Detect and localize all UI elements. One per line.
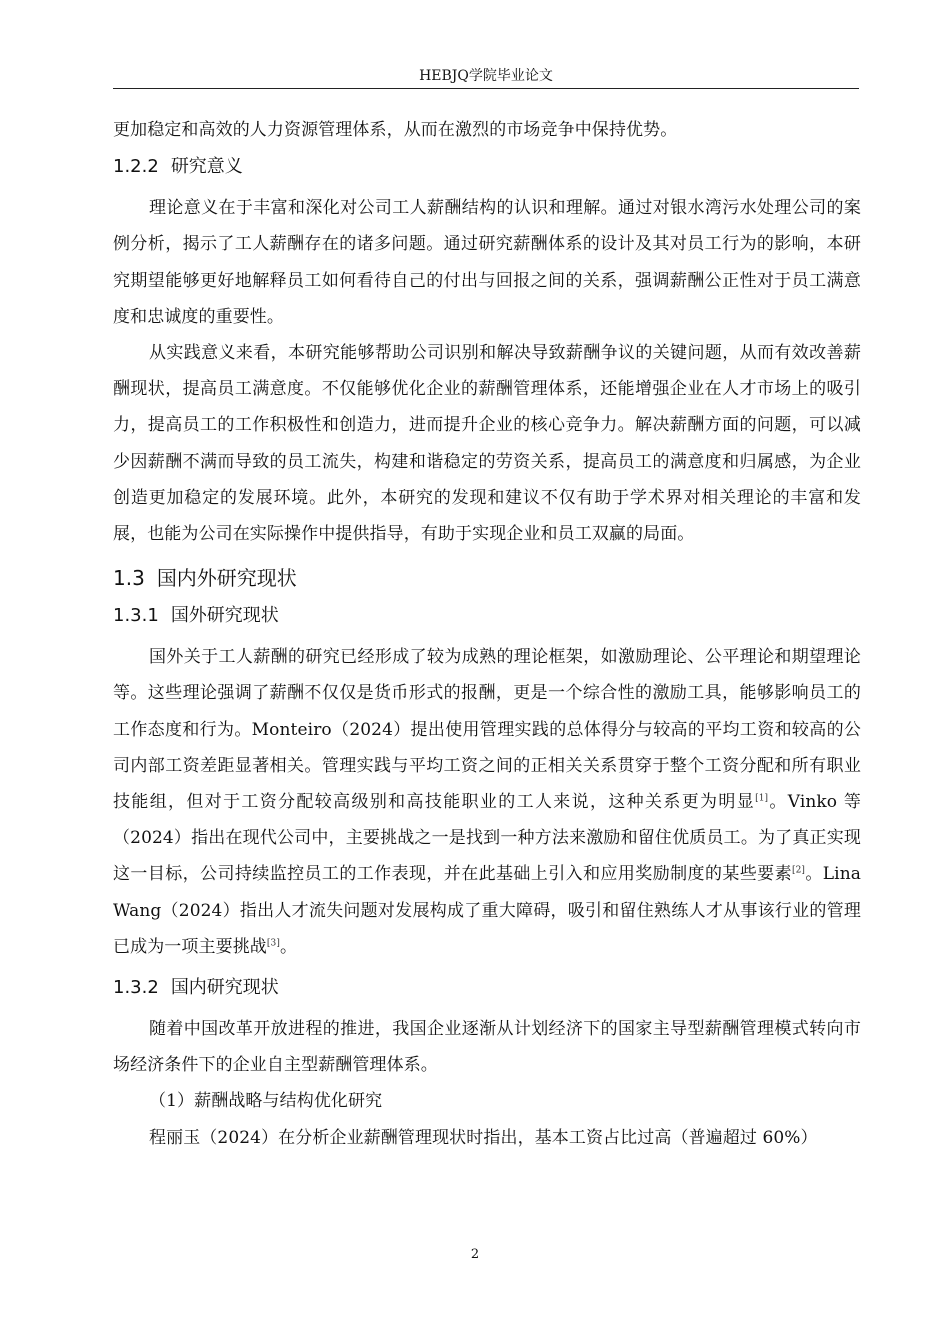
citation-ref-3[interactable]: [3] xyxy=(266,938,280,949)
heading-1-3 xyxy=(113,564,861,592)
text-segment: 。 xyxy=(279,936,298,957)
page-footer xyxy=(0,1246,950,1264)
paragraph-cheng-liyu: 程丽玉（2024）在分析企业薪酬管理现状时指出，基本工资占比过高（普遍超过 60%） xyxy=(149,1127,818,1148)
document-body xyxy=(113,112,861,1156)
page-number: 2 xyxy=(470,1247,480,1262)
citation-ref-1[interactable]: [1] xyxy=(755,793,769,804)
heading-title: 国内研究现状 xyxy=(170,977,279,999)
heading-title: 研究意义 xyxy=(170,156,243,178)
heading-number: 1.3.2 xyxy=(113,977,159,999)
paragraph-continued: 更加稳定和高效的人力资源管理体系，从而在激烈的市场竞争中保持优势。 xyxy=(113,120,678,140)
list-item-salary-strategy: （1）薪酬战略与结构优化研究 xyxy=(149,1091,383,1112)
paragraph-practical-significance: 从实践意义来看，本研究能够帮助公司识别和解决导致薪酬争议的关键问题，从而有效改善薪酬现状，提高员工满意度。不仅能够优化企业的薪酬管理体系，还能增强企业在人才市场上的吸引力，提高员工的工作积极性和创造力，进而提升企业的核心竞争力。解决薪酬方面的问题，可以减少因薪酬不满而导致的员工流失，构建和谐稳定的劳资关系，提高员工的满意度和归属感，为企业创造更加稳定的发展环境。此外，本研究的发现和建议不仅有助于学术界对相关理论的丰富和发展，也能为公司在实际操作中提供指导，有助于实现企业和员工双赢的局面。 xyxy=(113,343,861,545)
heading-1-3-2 xyxy=(113,975,861,1001)
paragraph-domestic-research: 随着中国改革开放进程的推进，我国企业逐渐从计划经济下的国家主导型薪酬管理模式转向市场经济条件下的企业自主型薪酬管理体系。 xyxy=(113,1019,861,1076)
heading-1-3-1 xyxy=(113,603,861,629)
citation-ref-2[interactable]: [2] xyxy=(792,865,806,876)
heading-title: 国内外研究现状 xyxy=(156,566,297,591)
heading-number: 1.2.2 xyxy=(113,156,159,178)
header-title: HEBJQ学院毕业论文 xyxy=(419,68,553,84)
text-segment: 国外关于工人薪酬的研究已经形成了较为成熟的理论框架，如激励理论、公平理论和期望理论等。这些理论强调了薪酬不仅仅是货币形式的报酬，更是一个综合性的激励工具，能够影响员工的工作态度和行为。Monteiro（2024）提出使用管理实践的总体得分与较高的平均工资和较高的公司内部工资差距显著相关。管理实践与平均工资之间的正相关关系贯穿于整个工资分配和所有职业技能组，但对于工资分配较高级别和高技能职业的工人来说，这种关系更为明显 xyxy=(113,647,861,813)
page-header xyxy=(113,64,859,89)
heading-title: 国外研究现状 xyxy=(170,605,279,627)
text-segment: 。Lina Wang（2024）指出人才流失问题对发展构成了重大障碍，吸引和留住熟练人才从事该行业的管理已成为一项主要挑战 xyxy=(113,864,861,957)
heading-number: 1.3.1 xyxy=(113,605,159,627)
paragraph-theory-significance: 理论意义在于丰富和深化对公司工人薪酬结构的认识和理解。通过对银水湾污水处理公司的案例分析，揭示了工人薪酬存在的诸多问题。通过研究薪酬体系的设计及其对员工行为的影响，本研究期望能够更好地解释员工如何看待自己的付出与回报之间的关系，强调薪酬公正性对于员工满意度和忠诚度的重要性。 xyxy=(113,198,861,327)
text-segment: 。Vinko 等（2024）指出在现代公司中，主要挑战之一是找到一种方法来激励和留住优质员工。为了真正实现这一目标，公司持续监控员工的工作表现，并在此基础上引入和应用奖励制度的某些要素 xyxy=(113,792,861,885)
heading-1-2-2 xyxy=(113,154,861,180)
heading-number: 1.3 xyxy=(113,566,145,591)
paragraph-foreign-research xyxy=(113,639,861,965)
